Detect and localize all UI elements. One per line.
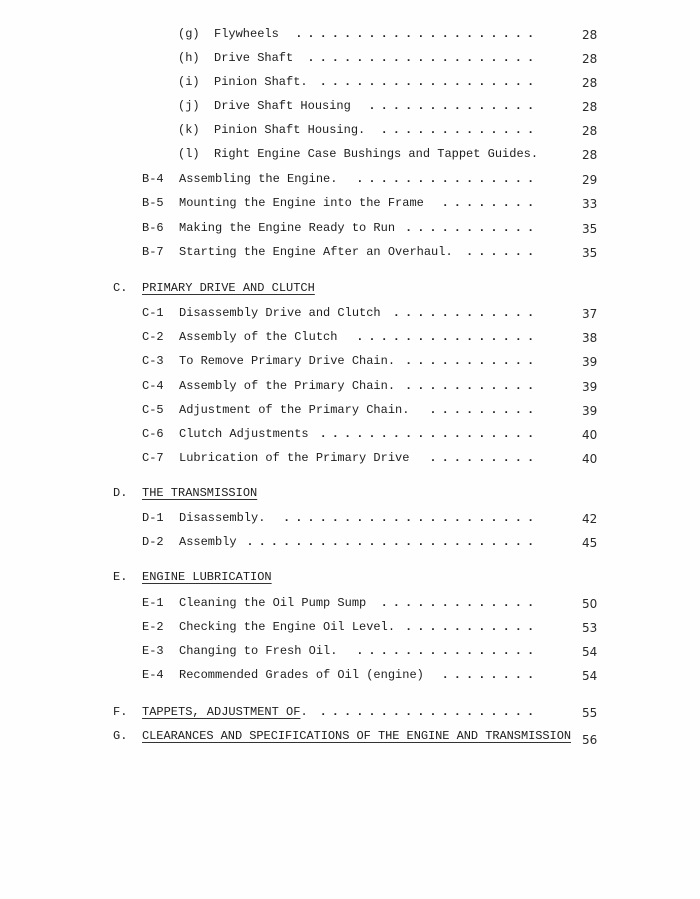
toc-entry: [178, 74, 575, 90]
entry-label: (i): [178, 75, 200, 89]
entry-title: Flywheels: [214, 27, 279, 41]
toc-entry: [142, 619, 575, 635]
section-letter: D.: [113, 486, 128, 500]
entry-title: Right Engine Case Bushings and Tappet Guides.: [214, 147, 539, 161]
dot-leader: . . . . . . . . . . . . . .: [368, 99, 535, 113]
toc-entry: [142, 667, 575, 683]
entry-title: Assembly of the Primary Chain.: [179, 378, 396, 393]
page-number: 54: [582, 669, 598, 683]
entry-title: Disassembly.: [179, 511, 266, 525]
entry-label: C-7: [142, 451, 164, 466]
dot-leader: . . . . . .: [466, 244, 535, 259]
entry-title: Assembly of the Clutch: [179, 330, 338, 345]
toc-entry: [142, 329, 575, 345]
entry-title: Drive Shaft Housing: [214, 99, 351, 113]
page-number: 55: [582, 706, 598, 720]
section-heading-underlined: TAPPETS, ADJUSTMENT OF: [142, 705, 301, 719]
dot-leader: . . . . . . . . . . .: [405, 620, 535, 634]
dot-leader: . . . . . . . .: [441, 668, 535, 682]
entry-title: Cleaning the Oil Pump Sump: [179, 596, 367, 610]
page-number: 39: [582, 355, 598, 370]
entry-title: Assembly: [179, 535, 237, 549]
page-number: 35: [582, 221, 598, 236]
dot-leader: . . . . . . . .: [441, 196, 535, 211]
section-letter: G.: [113, 729, 128, 743]
toc-entry: [142, 171, 575, 187]
entry-title: Pinion Shaft.: [214, 75, 308, 89]
toc-entry: [178, 50, 575, 66]
page-number: 42: [582, 512, 598, 526]
dot-leader: . . . . . . . . . . . . . . . . . . .: [307, 51, 535, 65]
toc-entry: [142, 595, 575, 611]
dot-leader: . . . . . . . . . . . . . . . . . . . .: [295, 27, 535, 41]
section-heading: ENGINE LUBRICATION: [142, 570, 272, 584]
entry-label: C-6: [142, 427, 164, 441]
section-letter: C.: [113, 281, 128, 295]
entry-label: (h): [178, 51, 200, 65]
entry-label: (j): [178, 99, 200, 113]
entry-label: C-4: [142, 378, 164, 393]
entry-label: E-4: [142, 668, 164, 682]
toc-entry: [142, 220, 575, 236]
entry-title: Drive Shaft: [214, 51, 294, 65]
entry-title: To Remove Primary Drive Chain.: [179, 354, 396, 369]
entry-label: (g): [178, 27, 200, 41]
entry-label: E-1: [142, 596, 164, 610]
entry-label: C-5: [142, 402, 164, 417]
section-f-row: [113, 704, 573, 720]
entry-label: B-7: [142, 244, 164, 259]
toc-entry: [142, 353, 575, 369]
page-number: 28: [582, 100, 598, 114]
entry-title: Making the Engine Ready to Run: [179, 220, 396, 235]
dot-leader: . . . . . . . . . . . . . . .: [356, 330, 535, 345]
toc-entry: [142, 426, 575, 442]
page-number: 39: [582, 379, 598, 394]
toc-entry: [142, 244, 575, 260]
entry-title: Checking the Engine Oil Level.: [179, 620, 396, 634]
entry-label: C-1: [142, 306, 164, 320]
section-letter: F.: [113, 705, 128, 719]
toc-entry: [178, 98, 575, 114]
page-number: 39: [582, 403, 598, 418]
entry-title: Recommended Grades of Oil (engine): [179, 668, 424, 682]
page-number: 38: [582, 331, 598, 346]
page-number: 28: [582, 76, 598, 90]
page-number: 40: [582, 452, 598, 467]
dot-leader: . . . . . . . . . . . . . . .: [356, 644, 535, 658]
toc-entry: [142, 305, 575, 321]
dot-leader: . . . . . . . . .: [429, 402, 535, 417]
toc-entry: [178, 122, 575, 138]
dot-leader: . . . . . . . . . . . . . . . . . .: [319, 705, 535, 719]
toc-entry: [142, 534, 575, 550]
dot-leader: . . . . . . . . . . .: [405, 220, 535, 235]
toc-entry: [142, 450, 575, 466]
page-number: 56: [582, 733, 598, 747]
entry-title: Lubrication of the Primary Drive: [179, 451, 410, 466]
entry-label: (k): [178, 123, 200, 137]
dot-leader: . . . . . . . . .: [429, 451, 535, 466]
entry-label: C-3: [142, 354, 164, 369]
entry-title: Mounting the Engine into the Frame: [179, 196, 424, 211]
entry-label: B-6: [142, 220, 164, 235]
dot-leader: . . . . . . . . . . .: [405, 354, 535, 369]
entry-label: E-3: [142, 644, 164, 658]
entry-label: B-4: [142, 172, 164, 186]
entry-title: Disassembly Drive and Clutch: [179, 306, 381, 320]
page-number: 29: [582, 173, 598, 187]
dot-leader: . . . . . . . . . . .: [405, 378, 535, 393]
page-number: 33: [582, 197, 598, 212]
page-number: 28: [582, 148, 598, 162]
page-number: 45: [582, 536, 598, 550]
dot-leader: . . . . . . . . . . . .: [392, 306, 535, 320]
entry-title: Changing to Fresh Oil.: [179, 644, 338, 658]
page-number: 28: [582, 52, 598, 66]
section-heading: THE TRANSMISSION: [142, 486, 258, 500]
section-heading: PRIMARY DRIVE AND CLUTCH: [142, 281, 315, 295]
page-number: 37: [582, 307, 598, 321]
dot-leader: . . . . . . . . . . . . . . . . . .: [319, 427, 535, 441]
page-number: 28: [582, 124, 598, 138]
entry-label: D-2: [142, 535, 164, 549]
dot-leader: . . . . . . . . . . . . . . . . . .: [319, 75, 535, 89]
entry-title: Assembling the Engine.: [179, 172, 338, 186]
dot-leader: . . . . . . . . . . . . . . . . . . . . .: [283, 511, 535, 525]
toc-entry: [142, 402, 575, 418]
section-letter: E.: [113, 570, 128, 584]
section-heading: [142, 704, 308, 720]
page-number: 40: [582, 428, 598, 442]
page-number: 50: [582, 597, 598, 611]
section-heading: CLEARANCES AND SPECIFICATIONS OF THE ENGINE AND TRANSMISSION: [142, 729, 572, 743]
dot-leader: . . . . . . . . . . . . . . . . . . . . . . . .: [246, 535, 535, 549]
toc-entry: [142, 195, 575, 211]
entry-title: Pinion Shaft Housing.: [214, 123, 366, 137]
toc-entry: [142, 510, 575, 526]
entry-label: (l): [178, 147, 200, 161]
section-heading-tail: .: [300, 705, 308, 719]
toc-entry: [178, 26, 575, 42]
entry-label: E-2: [142, 620, 164, 634]
toc-entry: [178, 146, 575, 162]
entry-title: Adjustment of the Primary Chain.: [179, 402, 410, 417]
toc-entry: [142, 643, 575, 659]
entry-label: B-5: [142, 196, 164, 211]
toc-entry: [142, 378, 575, 394]
entry-title: Clutch Adjustments: [179, 427, 309, 441]
dot-leader: . . . . . . . . . . . . . . .: [356, 172, 535, 186]
entry-label: D-1: [142, 511, 164, 525]
page-number: 35: [582, 245, 598, 260]
dot-leader: . . . . . . . . . . . . .: [380, 123, 535, 137]
page-number: 53: [582, 621, 598, 635]
page-number: 28: [582, 28, 598, 42]
entry-label: C-2: [142, 330, 164, 345]
entry-title: Starting the Engine After an Overhaul.: [179, 244, 453, 259]
page-number: 54: [582, 645, 598, 659]
dot-leader: . . . . . . . . . . . . .: [380, 596, 535, 610]
